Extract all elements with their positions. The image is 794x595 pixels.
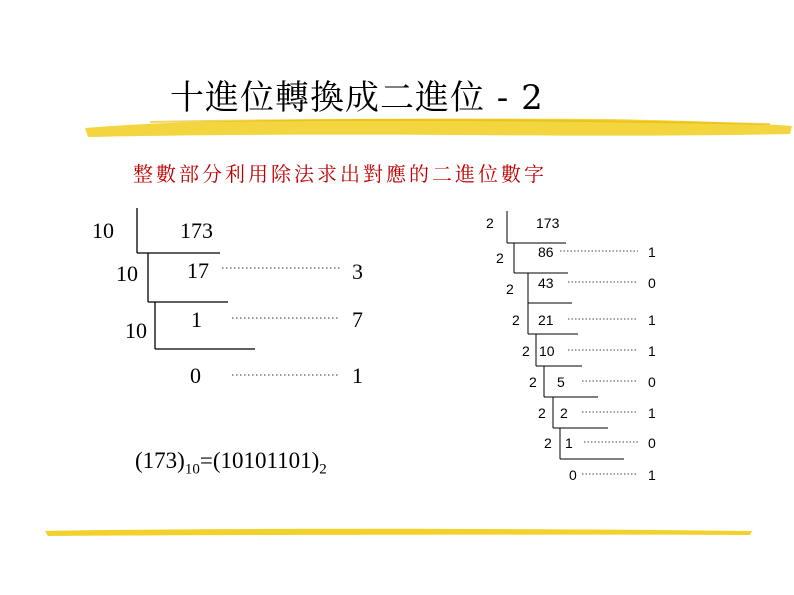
binary-divisor: 2 xyxy=(544,435,552,451)
binary-divisor: 2 xyxy=(529,374,537,390)
quotient-2: 1 xyxy=(191,307,202,332)
binary-divisor: 2 xyxy=(506,281,514,297)
binary-remainder: 1 xyxy=(648,467,656,483)
binary-divisor: 2 xyxy=(538,405,546,421)
binary-divisor: 2 xyxy=(522,343,530,359)
binary-divisor: 2 xyxy=(496,250,504,266)
binary-remainder: 1 xyxy=(648,405,656,421)
conversion-result xyxy=(135,448,327,479)
binary-value: 43 xyxy=(538,275,554,291)
quotient-1: 17 xyxy=(187,258,209,283)
binary-value: 86 xyxy=(538,244,554,260)
formula-rhs: (10101101) xyxy=(212,448,320,473)
formula-lhs: (173) xyxy=(135,448,185,473)
binary-division-lines xyxy=(507,211,624,459)
binary-remainder: 1 xyxy=(648,244,656,260)
binary-value: 173 xyxy=(536,215,560,231)
page-title: 十進位轉換成二進位 - 2 xyxy=(170,78,544,118)
decimal-dotted-leaders xyxy=(222,268,340,375)
binary-remainder: 0 xyxy=(648,435,656,451)
binary-remainder: 1 xyxy=(648,343,656,359)
binary-remainder: 1 xyxy=(648,312,656,328)
formula-equals: = xyxy=(199,448,213,473)
dividend-1: 173 xyxy=(180,218,213,243)
divisor-1: 10 xyxy=(92,218,114,243)
remainder-2: 7 xyxy=(352,307,363,332)
footer-highlight-stroke xyxy=(45,529,752,536)
formula-rhs-base: 2 xyxy=(319,461,327,478)
binary-value: 0 xyxy=(569,467,577,483)
binary-remainder: 0 xyxy=(648,374,656,390)
binary-value: 21 xyxy=(538,312,554,328)
quotient-3: 0 xyxy=(190,363,201,388)
divisor-2: 10 xyxy=(116,261,138,286)
binary-value: 10 xyxy=(539,343,555,359)
binary-value: 2 xyxy=(560,405,568,421)
formula-lhs-base: 10 xyxy=(184,461,200,478)
binary-value: 5 xyxy=(557,374,565,390)
remainder-3: 1 xyxy=(352,363,363,388)
binary-value: 1 xyxy=(565,435,573,451)
subtitle: 整數部分利用除法求出對應的二進位數字 xyxy=(133,162,547,186)
binary-divisor: 2 xyxy=(486,215,494,231)
remainder-1: 3 xyxy=(352,259,363,284)
binary-remainder: 0 xyxy=(648,275,656,291)
binary-divisor: 2 xyxy=(512,312,520,328)
divisor-3: 10 xyxy=(125,318,147,343)
